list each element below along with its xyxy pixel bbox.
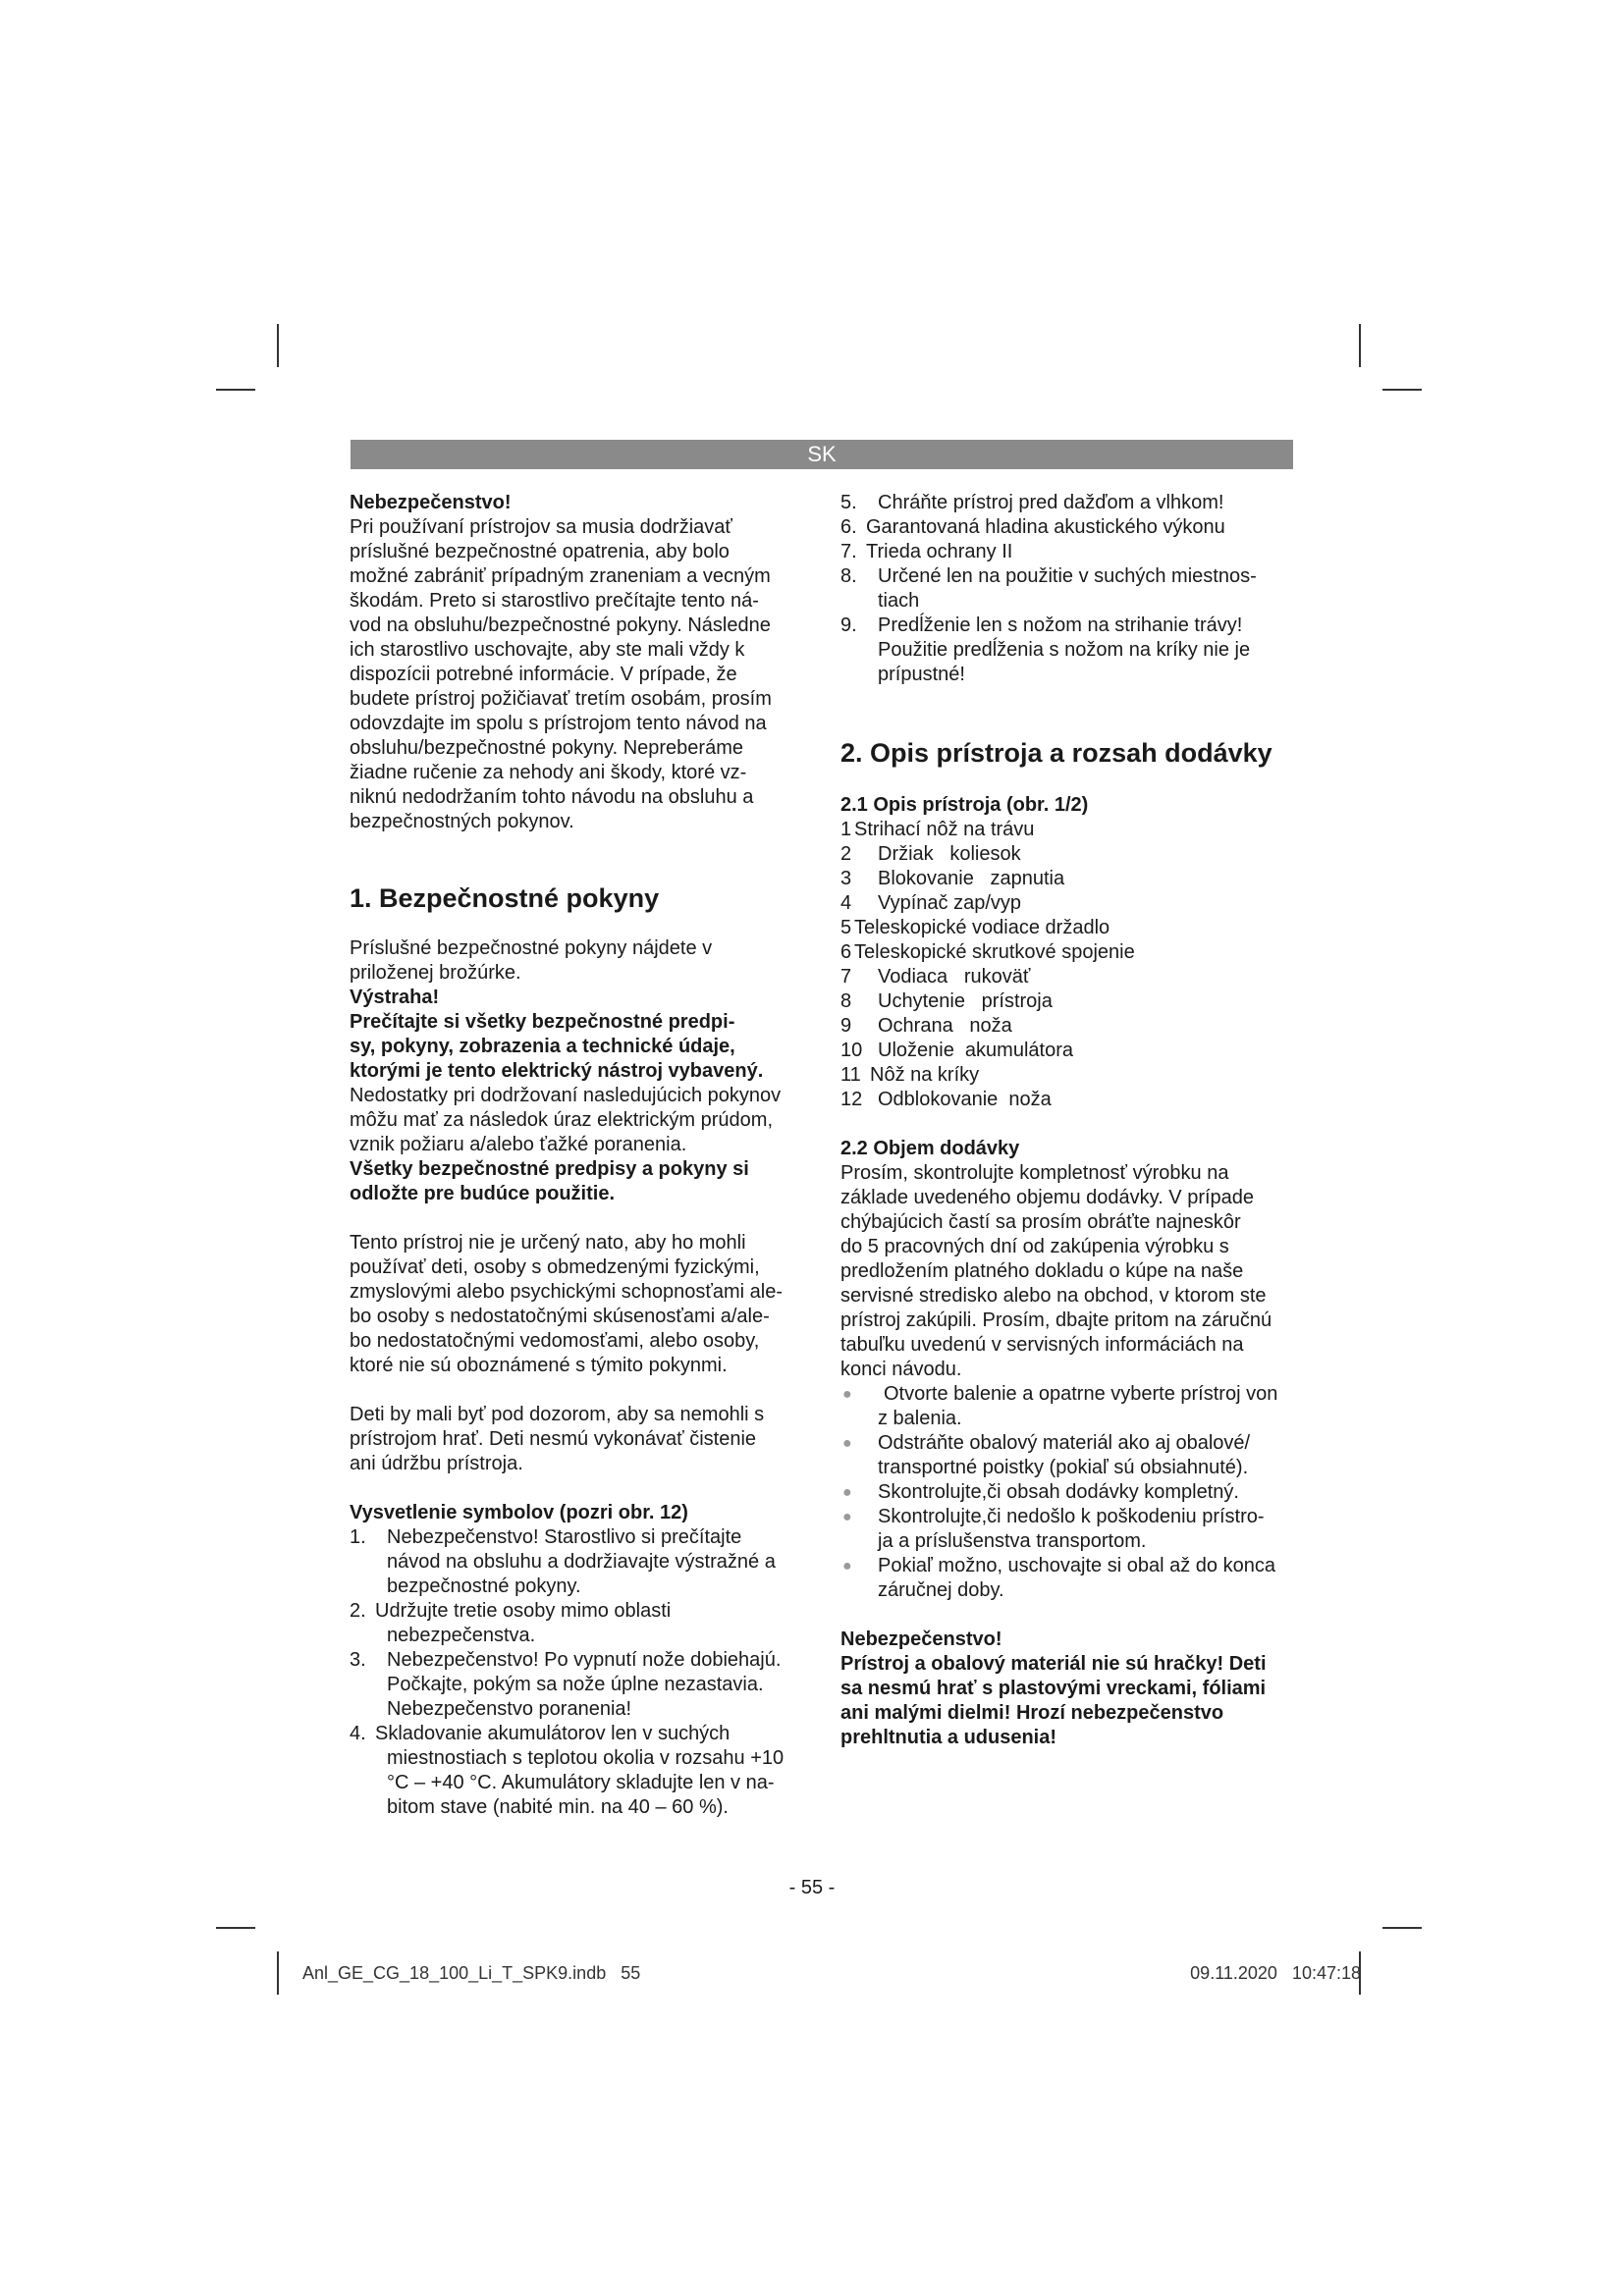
- section22-text: [840, 1161, 1292, 1382]
- right-column: [840, 491, 1292, 1750]
- danger-heading: Nebezpečenstvo!: [350, 492, 512, 513]
- list-item: [840, 491, 1292, 515]
- item-number: 2: [840, 843, 852, 865]
- text-line: tabuľku uvedenú v servisných informáciách na: [840, 1334, 1244, 1356]
- text-line: Udržujte tretie osoby mimo oblasti: [375, 1600, 672, 1622]
- text-line: ktoré nie sú oboznámené s týmito pokynmi.: [350, 1355, 728, 1376]
- list-item: [350, 1648, 801, 1722]
- item-label: Držiak koliesok: [878, 843, 1021, 865]
- text-line: °C – +40 °C. Akumulátory skladujte len v na-: [387, 1772, 775, 1793]
- list-item: [840, 1014, 1292, 1039]
- list-item: [840, 965, 1292, 989]
- danger2-heading: Nebezpečenstvo!: [840, 1629, 1002, 1650]
- text-line: Nebezpečenstvo! Po vypnutí nože dobiehajú.: [387, 1649, 782, 1671]
- list-item: [840, 1039, 1292, 1063]
- text-line: nebezpečenstva.: [387, 1625, 536, 1646]
- text-line: Trieda ochrany II: [866, 541, 1013, 562]
- bullet-icon: ●: [842, 1386, 852, 1403]
- text-line: Počkajte, pokým sa nože úplne nezastavia.: [387, 1674, 764, 1695]
- text-line: používať deti, osoby s obmedzenými fyzickými,: [350, 1256, 760, 1278]
- text-line: základe uvedeného objemu dodávky. V prípade: [840, 1187, 1255, 1208]
- text-line: odovzdajte im spolu s prístrojom tento návod na: [350, 713, 767, 734]
- crop-mark: [216, 1927, 255, 1929]
- page-number: - 55 -: [788, 1877, 836, 1898]
- warning-bold-text: [350, 1010, 801, 1084]
- text-line: vod na obsluhu/bezpečnostné pokyny. Následne: [350, 614, 771, 636]
- item-label: Nôž na kríky: [870, 1064, 980, 1086]
- text-line: prístrojom hrať. Deti nesmú vykonávať čistenie: [350, 1428, 757, 1450]
- text-line: Pri používaní prístrojov sa musia dodržiavať: [350, 516, 732, 538]
- item-number: 11: [840, 1064, 861, 1086]
- section2-heading: 2. Opis prístroja a rozsah dodávky: [840, 738, 1272, 768]
- text-line: Skladovanie akumulátorov len v suchých: [375, 1723, 731, 1744]
- item-number: 9: [840, 1015, 852, 1037]
- text-line: niknú nedodržaním tohto návodu na obsluhu a: [350, 786, 754, 808]
- item-number: 12: [840, 1089, 863, 1110]
- text-line: Nedostatky pri dodržovaní nasledujúcich pokynov: [350, 1085, 782, 1106]
- list-item: [840, 1480, 1292, 1505]
- item-number: 10: [840, 1040, 863, 1061]
- danger2-text: [840, 1652, 1292, 1750]
- text-line: prípustné!: [878, 664, 965, 685]
- list-item: [840, 515, 1292, 540]
- text-line: ja a príslušenstva transportom.: [878, 1530, 1147, 1552]
- text-line: Deti by mali byť pod dozorom, aby sa nemohli s: [350, 1404, 765, 1425]
- text-line: sa nesmú hrať s plastovými vreckami, fóliami: [840, 1678, 1267, 1699]
- text-line: ich starostlivo uschovajte, aby ste mali vždy k: [350, 639, 745, 661]
- text-line: Nebezpečenstvo poranenia!: [387, 1698, 632, 1720]
- item-number: 5: [840, 917, 852, 938]
- list-item: [840, 1088, 1292, 1112]
- section21-heading: 2.1 Opis prístroja (obr. 1/2): [840, 794, 1089, 816]
- text-line: do 5 pracovných dní od zakúpenia výrobku s: [840, 1236, 1229, 1257]
- text-line: sy, pokyny, zobrazenia a technické údaje,: [350, 1036, 735, 1057]
- item-label: Uchytenie prístroja: [878, 990, 1053, 1012]
- text-line: prístroj zakúpili. Prosím, dbajte pritom na záručnú: [840, 1309, 1272, 1331]
- list-item: [840, 1382, 1292, 1431]
- text-line: bezpečnostných pokynov.: [350, 811, 574, 832]
- file-info: Anl_GE_CG_18_100_Li_T_SPK9.indb 55: [302, 1963, 641, 1983]
- crop-mark: [277, 324, 279, 367]
- text-line: Príslušné bezpečnostné pokyny nájdete v: [350, 937, 713, 959]
- item-number: 8.: [840, 565, 857, 587]
- text-line: chýbajúcich častí sa prosím obráťte najneskôr: [840, 1211, 1241, 1233]
- text-line: bitom stave (nabité min. na 40 – 60 %).: [387, 1796, 729, 1818]
- text-line: priloženej brožúrke.: [350, 962, 521, 984]
- item-label: Uloženie akumulátora: [878, 1040, 1073, 1061]
- text-line: servisné stredisko alebo na obchod, v ktorom ste: [840, 1285, 1267, 1307]
- text-line: Skontrolujte,či nedošlo k poškodeniu prístro-: [878, 1506, 1265, 1527]
- crop-mark: [1359, 324, 1361, 367]
- text-line: Všetky bezpečnostné predpisy a pokyny si: [350, 1158, 749, 1180]
- parts-list: [840, 818, 1292, 1112]
- item-number: 3: [840, 868, 852, 889]
- item-label: Teleskopické skrutkové spojenie: [854, 941, 1135, 963]
- list-item: [840, 614, 1292, 687]
- text-line: ani malými dielmi! Hrozí nebezpečenstvo: [840, 1702, 1224, 1724]
- bullet-icon: ●: [842, 1435, 852, 1452]
- list-item: [840, 564, 1292, 614]
- text-line: Určené len na použitie v suchých miestnos-: [878, 565, 1257, 587]
- list-item: [840, 1431, 1292, 1480]
- text-line: transportné poistky (pokiaľ sú obsiahnuté).: [878, 1457, 1249, 1478]
- delivery-checklist: [840, 1382, 1292, 1603]
- text-line: Použitie predĺženia s nožom na kríky nie je: [878, 639, 1251, 661]
- item-number: 5.: [840, 492, 857, 513]
- item-number: 1: [840, 819, 852, 840]
- text-line: budete prístroj požičiavať tretím osobám, prosím: [350, 688, 772, 710]
- item-number: 4: [840, 892, 852, 914]
- section1-heading: 1. Bezpečnostné pokyny: [350, 883, 660, 913]
- text-line: Prosím, skontrolujte kompletnosť výrobku na: [840, 1162, 1229, 1184]
- text-line: Prístroj a obalový materiál nie sú hračky! Deti: [840, 1653, 1267, 1675]
- list-item: [840, 891, 1292, 916]
- text-line: možné zabrániť prípadným zraneniam a vecným: [350, 565, 771, 587]
- danger-text: [350, 515, 801, 834]
- item-label: Blokovanie zapnutia: [878, 868, 1065, 889]
- item-label: Teleskopické vodiace držadlo: [854, 917, 1110, 938]
- item-number: 6.: [840, 516, 857, 538]
- text-line: Tento prístroj nie je určený nato, aby ho mohli: [350, 1232, 746, 1254]
- list-item: [350, 1525, 801, 1599]
- item-number: 6: [840, 941, 852, 963]
- list-item: [840, 1554, 1292, 1603]
- list-item: [840, 1063, 1292, 1088]
- list-item: [840, 842, 1292, 867]
- symbols-list-continued: [840, 491, 1292, 687]
- item-number: 8: [840, 990, 852, 1012]
- item-label: Vypínač zap/vyp: [878, 892, 1022, 914]
- item-label: Vodiaca rukoväť: [878, 966, 1031, 988]
- bullet-icon: ●: [842, 1558, 852, 1575]
- text-line: konci návodu.: [840, 1359, 962, 1380]
- warning-heading: Výstraha!: [350, 987, 440, 1008]
- list-item: [840, 540, 1292, 564]
- text-line: ani údržbu prístroja.: [350, 1453, 523, 1474]
- children-paragraph-2: [350, 1403, 801, 1476]
- symbols-heading: Vysvetlenie symbolov (pozri obr. 12): [350, 1502, 688, 1523]
- text-line: Nebezpečenstvo! Starostlivo si prečítajte: [387, 1526, 742, 1548]
- text-line: záručnej doby.: [878, 1579, 1004, 1601]
- section22-heading: 2.2 Objem dodávky: [840, 1138, 1020, 1159]
- item-number: 1.: [350, 1526, 366, 1548]
- text-line: návod na obsluhu a dodržiavajte výstražné a: [387, 1551, 776, 1573]
- text-line: Predĺženie len s nožom na strihanie trávy!: [878, 614, 1243, 636]
- text-line: ktorými je tento elektrický nástroj vybavený.: [350, 1060, 764, 1082]
- text-line: zmyslovými alebo psychickými schopnosťami ale-: [350, 1281, 783, 1303]
- crop-mark: [216, 389, 255, 391]
- list-item: [840, 818, 1292, 842]
- item-label: Ochrana noža: [878, 1015, 1012, 1037]
- text-line: bo nedostatočnými vedomosťami, alebo osoby,: [350, 1330, 760, 1352]
- item-number: 3.: [350, 1649, 366, 1671]
- bullet-icon: ●: [842, 1509, 852, 1525]
- item-number: 4.: [350, 1723, 366, 1744]
- list-item: [840, 867, 1292, 891]
- text-line: môžu mať za následok úraz elektrickým prúdom,: [350, 1109, 773, 1131]
- text-line: dispozícii potrebné informácie. V prípade, že: [350, 664, 737, 685]
- item-number: 7.: [840, 541, 857, 562]
- crop-mark: [1382, 389, 1422, 391]
- text-line: odložte pre budúce použitie.: [350, 1183, 615, 1204]
- text-line: Otvorte balenie a opatrne vyberte prístroj von: [884, 1383, 1278, 1405]
- text-line: prehltnutia a udusenia!: [840, 1727, 1057, 1748]
- text-line: miestnostiach s teplotou okolia v rozsahu +10: [387, 1747, 785, 1769]
- text-line: Odstráňte obalový materiál ako aj obalové/: [878, 1432, 1251, 1454]
- text-line: bezpečnostné pokyny.: [387, 1575, 581, 1597]
- text-line: Chráňte prístroj pred dažďom a vlhkom!: [878, 492, 1224, 513]
- left-column: [350, 491, 801, 1820]
- text-line: Garantovaná hladina akustického výkonu: [866, 516, 1225, 538]
- item-number: 7: [840, 966, 852, 988]
- print-timestamp: 09.11.2020 10:47:18: [1190, 1963, 1361, 1983]
- text-line: príslušné bezpečnostné opatrenia, aby bolo: [350, 541, 730, 562]
- text-line: Pokiaľ možno, uschovajte si obal až do konca: [878, 1555, 1275, 1576]
- text-line: vznik požiaru a/alebo ťažké poranenia.: [350, 1134, 687, 1155]
- text-line: škodám. Preto si starostlivo prečítajte tento ná-: [350, 590, 759, 612]
- symbols-list: [350, 1525, 801, 1820]
- list-item: [840, 940, 1292, 965]
- text-line: Prečítajte si všetky bezpečnostné predpi-: [350, 1011, 735, 1033]
- item-label: Strihací nôž na trávu: [854, 819, 1035, 840]
- list-item: [840, 916, 1292, 940]
- keep-instructions-text: [350, 1157, 801, 1206]
- text-line: Skontrolujte,či obsah dodávky kompletný.: [878, 1481, 1239, 1503]
- list-item: [350, 1722, 801, 1820]
- text-line: bo osoby s nedostatočnými skúsenosťami a/ale-: [350, 1306, 770, 1327]
- warning-text: [350, 1084, 801, 1157]
- item-label: Odblokovanie noža: [878, 1089, 1052, 1110]
- list-item: [840, 989, 1292, 1014]
- item-number: 9.: [840, 614, 857, 636]
- language-bar: SK: [351, 440, 1293, 469]
- list-item: [350, 1599, 801, 1648]
- item-number: 2.: [350, 1600, 366, 1622]
- text-line: tiach: [878, 590, 920, 612]
- section1-intro: [350, 936, 801, 986]
- list-item: [840, 1505, 1292, 1554]
- text-line: predložením platného dokladu o kúpe na naše: [840, 1260, 1244, 1282]
- bullet-icon: ●: [842, 1484, 852, 1501]
- text-line: z balenia.: [878, 1408, 962, 1429]
- text-line: obsluhu/bezpečnostné pokyny. Nepreberáme: [350, 737, 743, 759]
- text-line: žiadne ručenie za nehody ani škody, ktoré vz-: [350, 762, 747, 783]
- crop-mark: [1382, 1927, 1422, 1929]
- crop-mark: [277, 1951, 279, 1995]
- children-paragraph-1: [350, 1231, 801, 1378]
